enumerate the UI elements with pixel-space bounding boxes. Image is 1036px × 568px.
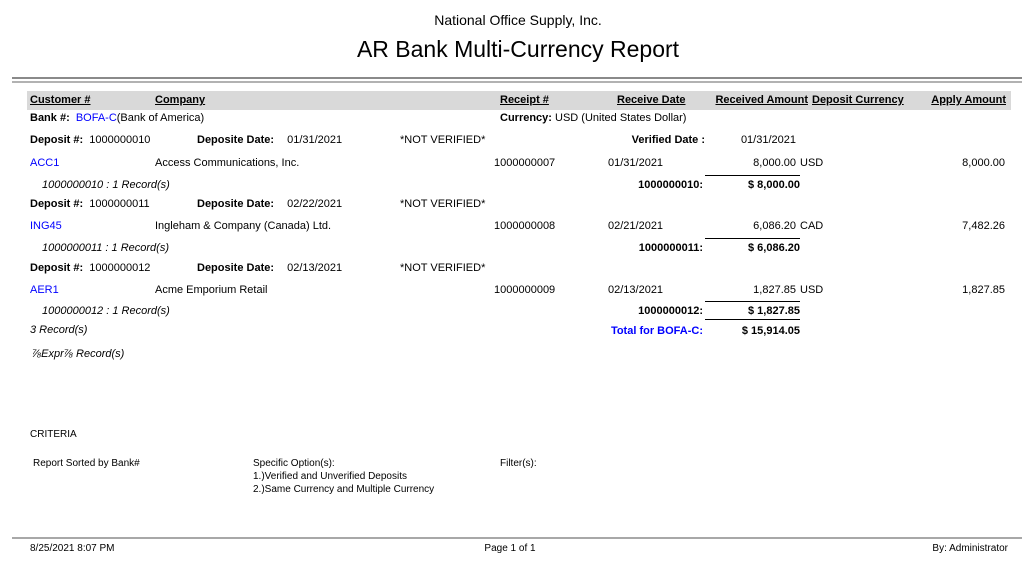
col-header-company: Company xyxy=(155,94,206,106)
footer-datetime: 8/25/2021 8:07 PM xyxy=(30,543,115,554)
deposit-row xyxy=(30,198,150,210)
col-header-customer-number: Customer # xyxy=(30,94,91,106)
deposit-date-cell xyxy=(197,134,342,146)
receipt-number: 1000000007 xyxy=(494,157,556,169)
specific-option-2: 2.)Same Currency and Multiple Currency xyxy=(253,484,435,495)
deposit-number: 1000000011 xyxy=(89,198,150,210)
footer-by: By: Administrator xyxy=(932,543,1008,554)
deposit-number: 1000000012 xyxy=(89,262,151,274)
apply-amount: 7,482.26 xyxy=(962,220,1005,232)
not-verified-flag: *NOT VERIFIED* xyxy=(400,262,486,274)
company-name-cell: Acme Emporium Retail xyxy=(155,284,268,296)
customer-code-link[interactable]: ACC1 xyxy=(30,157,60,169)
subtotal-label: 1000000011: xyxy=(638,242,703,254)
not-verified-flag: *NOT VERIFIED* xyxy=(400,134,486,146)
records-count: 1000000012 : 1 Record(s) xyxy=(42,305,170,317)
deposit-date: 01/31/2021 xyxy=(287,134,343,146)
receive-date: 02/21/2021 xyxy=(608,220,664,232)
deposit-row xyxy=(30,134,150,146)
criteria-sorted-by: Report Sorted by Bank# xyxy=(33,458,140,469)
col-header-deposit-currency: Deposit Currency xyxy=(812,94,904,106)
receive-date: 02/13/2021 xyxy=(608,284,664,296)
deposit-date-label: Deposite Date: xyxy=(197,198,275,210)
deposit-currency: USD xyxy=(800,284,824,296)
records-count: 1000000011 : 1 Record(s) xyxy=(42,242,169,254)
currency-row xyxy=(500,112,686,124)
bank-name: (Bank of America) xyxy=(116,112,205,124)
company-name-cell: Ingleham & Company (Canada) Ltd. xyxy=(155,220,332,232)
customer-code-link[interactable]: ING45 xyxy=(30,220,62,232)
verified-date-label: Verified Date : xyxy=(631,134,705,146)
receipt-number: 1000000009 xyxy=(494,284,556,296)
expr-records-count: ⅞Expr⅞ Record(s) xyxy=(32,348,125,360)
deposit-date-cell xyxy=(197,262,342,274)
deposit-currency: USD xyxy=(800,157,824,169)
header-divider-top xyxy=(12,77,1022,79)
customer-code-link[interactable]: AER1 xyxy=(30,284,59,296)
total-records-count: 3 Record(s) xyxy=(30,324,88,336)
filters-label: Filter(s): xyxy=(500,458,537,469)
specific-options-label: Specific Option(s): xyxy=(253,458,335,469)
deposit-label: Deposit #: xyxy=(30,198,84,210)
col-header-receive-date: Receive Date xyxy=(617,94,686,106)
currency-label: Currency: xyxy=(500,112,552,124)
records-count: 1000000010 : 1 Record(s) xyxy=(42,179,170,191)
apply-amount: 8,000.00 xyxy=(962,157,1005,169)
company-name: National Office Supply, Inc. xyxy=(434,12,602,28)
footer-page-number: Page 1 of 1 xyxy=(484,543,536,554)
bank-row xyxy=(30,112,204,124)
bank-label: Bank #: xyxy=(30,112,70,124)
criteria-heading: CRITERIA xyxy=(30,429,77,440)
header-divider-bottom xyxy=(12,81,1022,83)
bank-code-link[interactable]: BOFA-C xyxy=(75,112,117,124)
deposit-label: Deposit #: xyxy=(30,134,84,146)
deposit-date-label: Deposite Date: xyxy=(197,262,275,274)
company-name-cell: Access Communications, Inc. xyxy=(155,157,300,169)
deposit-currency: CAD xyxy=(800,220,824,232)
specific-option-1: 1.)Verified and Unverified Deposits xyxy=(253,471,407,482)
subtotal-label: 1000000012: xyxy=(638,305,703,317)
col-header-apply-amount: Apply Amount xyxy=(931,94,1006,106)
subtotal-amount: $ 8,000.00 xyxy=(705,175,800,191)
subtotal-amount: $ 1,827.85 xyxy=(705,301,800,320)
deposit-date: 02/13/2021 xyxy=(287,262,343,274)
receipt-number: 1000000008 xyxy=(494,220,556,232)
currency-value: USD (United States Dollar) xyxy=(555,112,687,124)
not-verified-flag: *NOT VERIFIED* xyxy=(400,198,486,210)
received-amount: 6,086.20 xyxy=(753,220,796,232)
received-amount: 1,827.85 xyxy=(753,284,796,296)
deposit-label: Deposit #: xyxy=(30,262,84,274)
received-amount: 8,000.00 xyxy=(753,157,796,169)
col-header-received-amount: Received Amount xyxy=(715,94,808,106)
subtotal-amount: $ 6,086.20 xyxy=(705,238,800,254)
deposit-date-label: Deposite Date: xyxy=(197,134,275,146)
bank-total-amount: $ 15,914.05 xyxy=(741,325,800,337)
deposit-row xyxy=(30,262,150,274)
apply-amount: 1,827.85 xyxy=(962,284,1005,296)
verified-date: 01/31/2021 xyxy=(740,134,796,146)
col-header-receipt-number: Receipt # xyxy=(500,94,549,106)
footer-divider xyxy=(12,537,1022,539)
bank-total-label[interactable]: Total for BOFA-C: xyxy=(610,325,703,337)
deposit-date-cell xyxy=(197,198,342,210)
deposit-number: 1000000010 xyxy=(89,134,151,146)
deposit-date: 02/22/2021 xyxy=(287,198,343,210)
page-title: AR Bank Multi-Currency Report xyxy=(356,36,680,62)
receive-date: 01/31/2021 xyxy=(608,157,664,169)
subtotal-label: 1000000010: xyxy=(638,179,703,191)
